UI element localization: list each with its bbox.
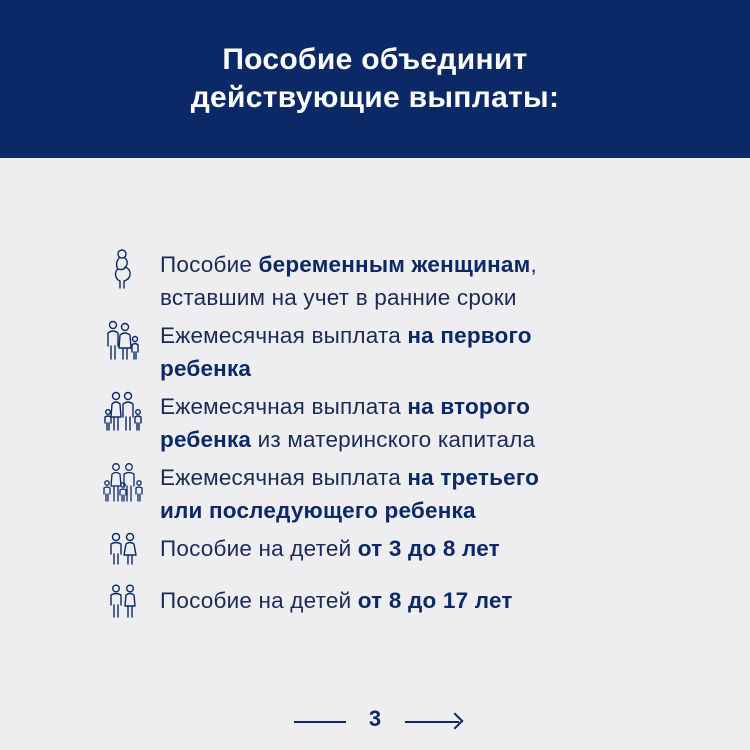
item-text	[160, 532, 500, 565]
item-text-bold: на первого	[407, 323, 532, 348]
item-text-regular: вставшим на учет в ранние сроки	[160, 285, 517, 310]
two-kids-icon	[102, 532, 144, 576]
item-text-bold: ребенка	[160, 356, 252, 381]
family-three-children-icon	[102, 461, 144, 505]
item-text-regular: Пособие на детей	[160, 536, 358, 561]
family-one-child-icon	[102, 319, 144, 363]
item-text-regular: ,	[530, 252, 537, 277]
item-text-regular: Пособие	[160, 252, 259, 277]
family-two-children-icon	[102, 390, 144, 434]
item-text-regular: Ежемесячная выплата	[160, 465, 408, 490]
item-text-regular: из материнского капитала	[251, 427, 536, 452]
item-text-bold: ребенка	[160, 427, 252, 452]
two-teens-icon	[102, 584, 144, 628]
page-number: 3	[368, 706, 382, 731]
pager-line-left	[294, 721, 346, 723]
list-item-pregnant	[102, 248, 662, 314]
item-text-regular: Пособие на детей	[160, 588, 358, 613]
list-item-8-to-17	[102, 584, 662, 628]
item-text-bold: от 3 до 8 лет	[357, 536, 500, 561]
item-text	[160, 319, 532, 385]
list-item-3-to-8	[102, 532, 662, 576]
item-text-bold: или последующего ребенка	[160, 498, 476, 523]
list-item-second-child	[102, 390, 662, 456]
title-line-2: действующие выплаты:	[190, 81, 560, 114]
pagination	[0, 704, 750, 738]
item-text	[160, 248, 537, 314]
next-arrow-icon[interactable]	[447, 713, 464, 730]
title-line-1: Пособие объединит	[222, 43, 528, 76]
benefits-list	[102, 248, 662, 628]
pregnant-woman-icon	[102, 248, 144, 292]
item-text	[160, 390, 535, 456]
item-text-regular: Ежемесячная выплата	[160, 323, 408, 348]
header-banner	[0, 0, 750, 158]
item-text-bold: от 8 до 17 лет	[357, 588, 513, 613]
list-item-third-child	[102, 461, 662, 527]
list-item-first-child	[102, 319, 662, 385]
item-text	[160, 461, 539, 527]
item-text	[160, 584, 513, 617]
page-title	[191, 41, 560, 117]
item-text-bold: на второго	[407, 394, 531, 419]
item-text-bold: беременным женщинам	[258, 252, 531, 277]
item-text-bold: на третьего	[407, 465, 540, 490]
item-text-regular: Ежемесячная выплата	[160, 394, 408, 419]
